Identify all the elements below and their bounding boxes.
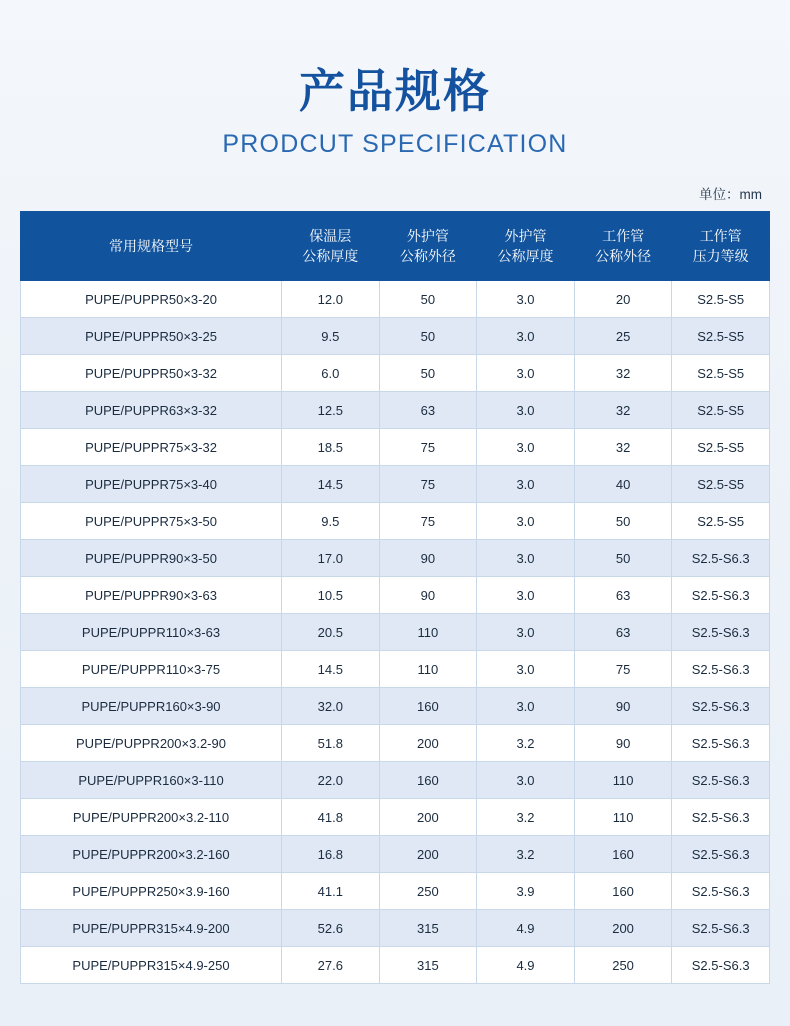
cell-value: 3.0 [477,355,575,392]
cell-value: 4.9 [477,947,575,984]
cell-value: S2.5-S6.3 [672,540,770,577]
cell-value: S2.5-S6.3 [672,725,770,762]
table-row [21,540,770,577]
cell-value: 18.5 [282,429,380,466]
cell-model: PUPE/PUPPR250×3.9-160 [21,873,282,910]
cell-value: S2.5-S5 [672,318,770,355]
table-header-row [21,211,770,281]
column-header-service-pipe-pressure-rating-line2: 压力等级 [692,247,749,264]
table-row [21,762,770,799]
table-row [21,836,770,873]
cell-value: 3.0 [477,540,575,577]
cell-value: 63 [379,392,477,429]
cell-value: 50 [574,540,672,577]
table-row [21,873,770,910]
cell-value: S2.5-S6.3 [672,910,770,947]
column-header-casing-thickness-line1: 外护管 [504,227,547,244]
cell-value: 9.5 [282,503,380,540]
cell-value: 41.8 [282,799,380,836]
cell-model: PUPE/PUPPR63×3-32 [21,392,282,429]
cell-model: PUPE/PUPPR200×3.2-160 [21,836,282,873]
cell-value: 41.1 [282,873,380,910]
column-header-casing-thickness [477,211,575,281]
column-header-model [21,211,282,281]
table-row [21,614,770,651]
table-row [21,466,770,503]
cell-value: 90 [379,577,477,614]
cell-value: 250 [379,873,477,910]
cell-value: 6.0 [282,355,380,392]
cell-value: 3.0 [477,466,575,503]
cell-value: 3.0 [477,762,575,799]
cell-value: 200 [379,836,477,873]
cell-value: 3.0 [477,688,575,725]
page-title-en: PRODCUT SPECIFICATION [222,129,568,158]
cell-value: S2.5-S6.3 [672,577,770,614]
cell-value: 12.0 [282,281,380,318]
cell-value: S2.5-S6.3 [672,836,770,873]
table-row [21,318,770,355]
column-header-model-line1: 常用规格型号 [109,237,193,254]
column-header-service-pipe-outer-diameter-line2: 公称外径 [595,247,652,264]
cell-value: 160 [379,762,477,799]
column-header-service-pipe-pressure-rating [672,211,770,281]
cell-model: PUPE/PUPPR160×3-110 [21,762,282,799]
cell-value: 75 [379,503,477,540]
cell-value: 25 [574,318,672,355]
cell-value: 63 [574,577,672,614]
cell-value: S2.5-S6.3 [672,614,770,651]
cell-value: 22.0 [282,762,380,799]
cell-value: S2.5-S6.3 [672,799,770,836]
cell-value: 90 [574,688,672,725]
cell-value: 3.2 [477,836,575,873]
cell-value: 160 [379,688,477,725]
cell-value: 32 [574,392,672,429]
cell-value: S2.5-S6.3 [672,651,770,688]
cell-value: 200 [574,910,672,947]
cell-value: 3.9 [477,873,575,910]
cell-value: 17.0 [282,540,380,577]
cell-model: PUPE/PUPPR75×3-50 [21,503,282,540]
table-row [21,281,770,318]
cell-model: PUPE/PUPPR75×3-40 [21,466,282,503]
cell-model: PUPE/PUPPR110×3-75 [21,651,282,688]
table-row [21,799,770,836]
cell-value: 160 [574,873,672,910]
cell-value: 12.5 [282,392,380,429]
cell-value: 3.2 [477,799,575,836]
table-row [21,947,770,984]
table-row [21,429,770,466]
cell-value: 3.2 [477,725,575,762]
cell-value: 3.0 [477,429,575,466]
cell-value: 32 [574,429,672,466]
cell-value: 20.5 [282,614,380,651]
unit-note: 单位：mm [699,186,762,202]
cell-value: S2.5-S6.3 [672,688,770,725]
table-row [21,725,770,762]
cell-value: 50 [574,503,672,540]
cell-model: PUPE/PUPPR50×3-32 [21,355,282,392]
cell-value: 10.5 [282,577,380,614]
column-header-casing-outer-diameter [379,211,477,281]
column-header-casing-thickness-line2: 公称厚度 [497,247,554,264]
cell-model: PUPE/PUPPR200×3.2-110 [21,799,282,836]
cell-model: PUPE/PUPPR50×3-25 [21,318,282,355]
cell-value: S2.5-S6.3 [672,762,770,799]
cell-value: S2.5-S5 [672,466,770,503]
cell-value: 110 [574,762,672,799]
table-row [21,355,770,392]
cell-value: 50 [379,355,477,392]
page-header [20,0,770,159]
cell-value: 110 [379,614,477,651]
cell-value: 75 [379,429,477,466]
cell-value: S2.5-S6.3 [672,947,770,984]
column-header-service-pipe-outer-diameter-line1: 工作管 [602,227,645,244]
table-row [21,392,770,429]
table-row [21,651,770,688]
cell-value: 315 [379,910,477,947]
cell-model: PUPE/PUPPR75×3-32 [21,429,282,466]
column-header-insulation-thickness-line1: 保温层 [309,227,352,244]
column-header-insulation-thickness-line2: 公称厚度 [302,247,359,264]
cell-value: S2.5-S6.3 [672,873,770,910]
specification-table [20,211,770,985]
cell-model: PUPE/PUPPR160×3-90 [21,688,282,725]
cell-model: PUPE/PUPPR90×3-63 [21,577,282,614]
cell-value: 3.0 [477,503,575,540]
cell-model: PUPE/PUPPR315×4.9-200 [21,910,282,947]
cell-value: 50 [379,318,477,355]
cell-value: 3.0 [477,318,575,355]
cell-value: S2.5-S5 [672,355,770,392]
column-header-service-pipe-outer-diameter [574,211,672,281]
cell-value: 52.6 [282,910,380,947]
table-row [21,910,770,947]
cell-model: PUPE/PUPPR110×3-63 [21,614,282,651]
cell-model: PUPE/PUPPR50×3-20 [21,281,282,318]
page-title-cn: 产品规格 [299,65,491,117]
table-row [21,688,770,725]
column-header-casing-outer-diameter-line2: 公称外径 [399,247,456,264]
cell-value: 75 [379,466,477,503]
cell-value: 4.9 [477,910,575,947]
cell-value: 50 [379,281,477,318]
cell-value: 14.5 [282,651,380,688]
cell-value: 110 [574,799,672,836]
column-header-casing-outer-diameter-line1: 外护管 [406,227,449,244]
cell-value: 3.0 [477,651,575,688]
cell-value: 75 [574,651,672,688]
cell-value: 32 [574,355,672,392]
cell-value: S2.5-S5 [672,392,770,429]
table-header [21,211,770,281]
cell-model: PUPE/PUPPR200×3.2-90 [21,725,282,762]
table-body [21,281,770,984]
cell-value: 51.8 [282,725,380,762]
cell-value: 16.8 [282,836,380,873]
cell-value: 315 [379,947,477,984]
column-header-service-pipe-pressure-rating-line1: 工作管 [699,227,742,244]
cell-model: PUPE/PUPPR90×3-50 [21,540,282,577]
cell-value: 3.0 [477,281,575,318]
cell-value: 27.6 [282,947,380,984]
cell-model: PUPE/PUPPR315×4.9-250 [21,947,282,984]
table-row [21,577,770,614]
cell-value: 90 [379,540,477,577]
cell-value: S2.5-S5 [672,429,770,466]
cell-value: 200 [379,725,477,762]
column-header-insulation-thickness [282,211,380,281]
cell-value: 160 [574,836,672,873]
cell-value: 3.0 [477,614,575,651]
cell-value: 63 [574,614,672,651]
cell-value: 9.5 [282,318,380,355]
cell-value: 32.0 [282,688,380,725]
cell-value: 200 [379,799,477,836]
table-row [21,503,770,540]
cell-value: 250 [574,947,672,984]
cell-value: S2.5-S5 [672,281,770,318]
cell-value: 90 [574,725,672,762]
cell-value: 110 [379,651,477,688]
cell-value: 40 [574,466,672,503]
cell-value: 3.0 [477,577,575,614]
cell-value: 20 [574,281,672,318]
cell-value: 14.5 [282,466,380,503]
cell-value: 3.0 [477,392,575,429]
cell-value: S2.5-S5 [672,503,770,540]
